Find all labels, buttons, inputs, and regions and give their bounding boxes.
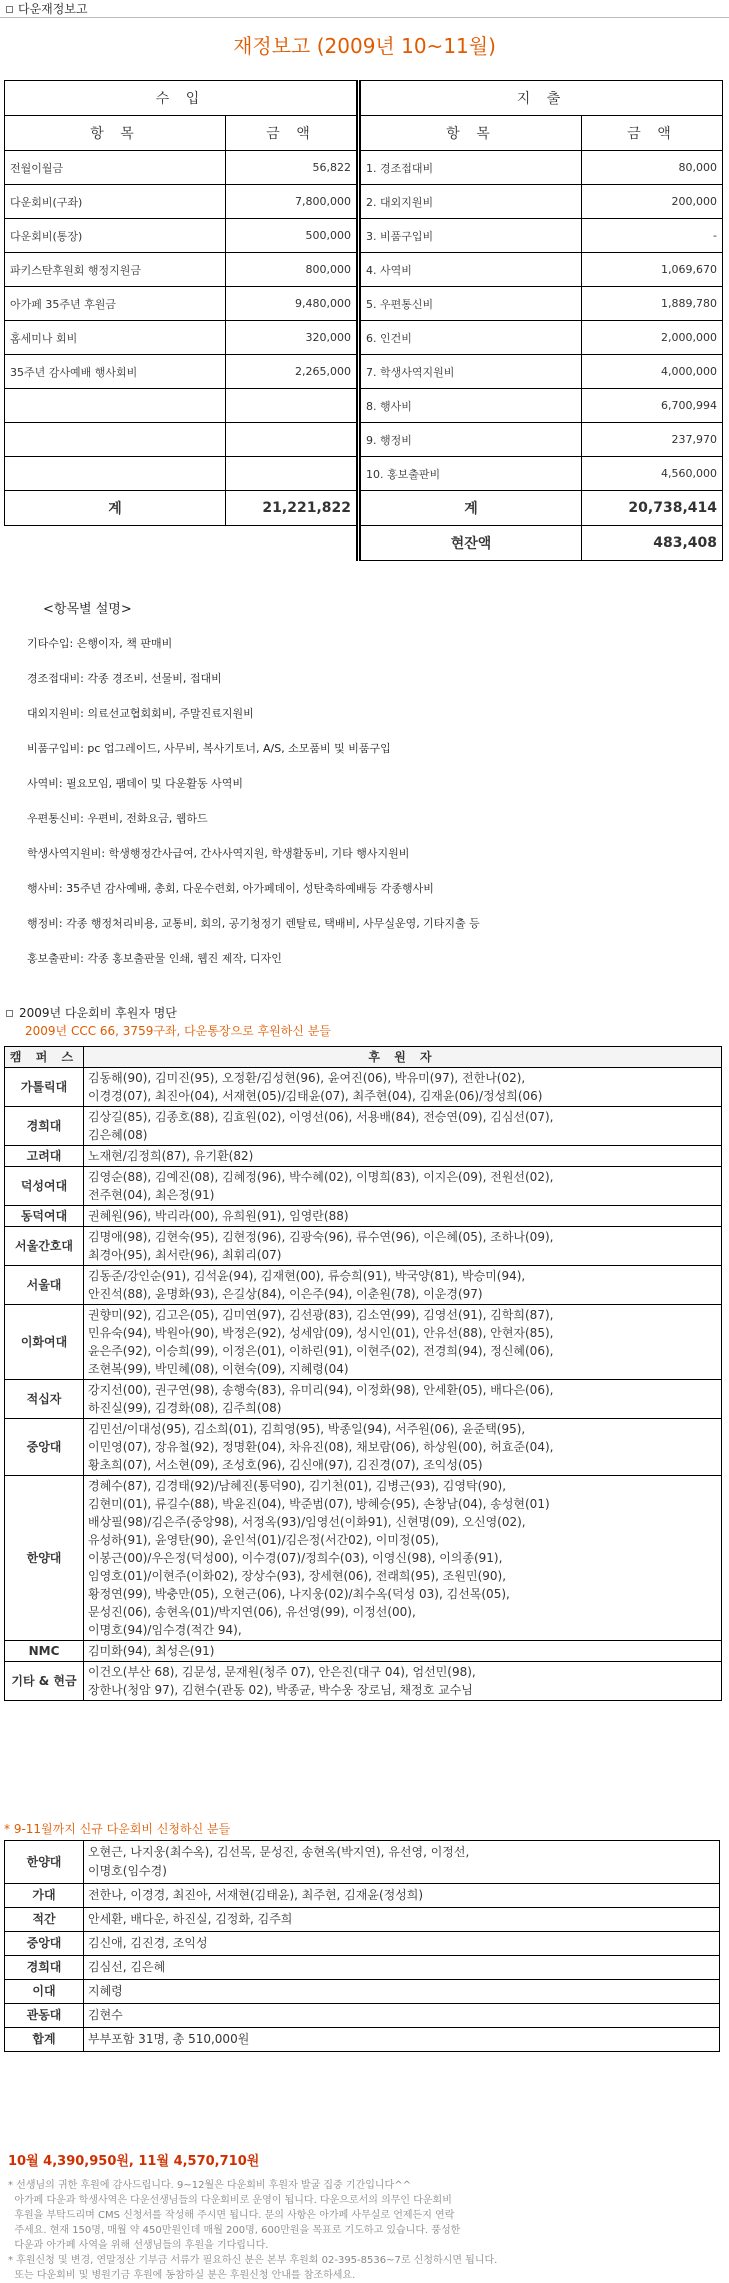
- page-title: 재정보고 (2009년 10~11월): [233, 34, 496, 58]
- expense-total: 20,738,414: [582, 491, 723, 526]
- donor-line: 김민선/이대성(95), 김소희(01), 김희영(95), 박종일(94), 서주원(06), 윤준택(95),: [88, 1422, 526, 1436]
- campus-row: [5, 1908, 720, 1932]
- finance-section-header-row: [5, 81, 723, 116]
- campus-row: [5, 1419, 722, 1476]
- monthly-totals: 10월 4,390,950원, 11월 4,570,710원: [8, 2154, 260, 2169]
- finance-row: [5, 151, 723, 185]
- expense-item: 8. 행사비: [359, 389, 582, 423]
- income-item: 35주년 감사예배 행사회비: [5, 355, 226, 389]
- donor-line: 지혜령: [88, 1984, 123, 1998]
- thanks-line: * 후원신청 및 변경, 연말정산 기부금 서류가 필요하신 분은 본부 후원회 02-395-8536~7로 신청하시면 됩니다.: [8, 2255, 498, 2266]
- donor-names: [84, 1419, 722, 1476]
- donor-line: 김상길(85), 김종호(88), 김효원(02), 이영선(06), 서용배(84), 전승연(09), 김심선(07),: [88, 1110, 554, 1124]
- note-item: 경조접대비: 각종 경조비, 선물비, 접대비: [27, 672, 222, 685]
- income-total: 21,221,822: [226, 491, 359, 526]
- new-donor-title: * 9-11월까지 신규 다운회비 신청하신 분들: [4, 1822, 231, 1836]
- campus-header: 캠 퍼 스: [5, 1047, 84, 1068]
- income-item: [5, 423, 226, 457]
- income-amount: 320,000: [226, 321, 359, 355]
- balance-amount: 483,408: [582, 526, 723, 561]
- donors-header: 후 원 자: [84, 1047, 722, 1068]
- thanks-line: 후원을 부탁드리며 CMS 신청서를 작성해 주시면 됩니다. 문의 사항은 아가페 사무실로 언제든지 연락: [8, 2210, 455, 2221]
- expense-item-header: 항 목: [359, 116, 582, 151]
- expense-amount: -: [582, 219, 723, 253]
- income-item: 파키스탄후원회 행정지원금: [5, 253, 226, 287]
- income-amount: 2,265,000: [226, 355, 359, 389]
- donor-line: 민유숙(94), 박원아(90), 박정은(92), 성세암(09), 성시인(01), 안유선(88), 안현자(85),: [88, 1326, 554, 1340]
- income-total-label: 계: [5, 491, 226, 526]
- note-item: 학생사역지원비: 학생행정간사급여, 간사사역지원, 학생활동비, 기타 행사지원비: [27, 847, 410, 860]
- income-amount: 56,822: [226, 151, 359, 185]
- expense-amount: 4,000,000: [582, 355, 723, 389]
- campus-row: [5, 1068, 722, 1107]
- campus-name: 경희대: [5, 1956, 84, 1980]
- donor-line: 조현복(99), 박민혜(08), 이현숙(09), 지혜령(04): [88, 1362, 349, 1376]
- donor-names: [84, 1107, 722, 1146]
- campus-name: 가대: [5, 1884, 84, 1908]
- campus-row: [5, 1146, 722, 1167]
- donor-names: [84, 1980, 720, 2004]
- balance-label: 현잔액: [359, 526, 582, 561]
- donor-line: 최경아(95), 최서란(96), 최휘리(07): [88, 1248, 282, 1262]
- expense-item: 7. 학생사역지원비: [359, 355, 582, 389]
- donor-names: [84, 1167, 722, 1206]
- thanks-line: 아가페 다운과 학생사역은 다운선생님들의 다운회비로 운영이 됩니다. 다운으로서의 의무인 다운회비: [8, 2195, 452, 2206]
- finance-row: [5, 423, 723, 457]
- donor-line: 김동해(90), 김미진(95), 오정환/김성현(96), 윤여진(06), 박유미(97), 전한나(02),: [88, 1071, 526, 1085]
- income-amount: 500,000: [226, 219, 359, 253]
- campus-name: NMC: [5, 1641, 84, 1662]
- notes-list: [27, 635, 480, 985]
- donor-line: 안세환, 배다운, 하진실, 김정화, 김주희: [88, 1912, 293, 1926]
- income-amount: 7,800,000: [226, 185, 359, 219]
- donor-line: 김현수: [88, 2008, 123, 2022]
- donor-line: 김현미(01), 류길수(88), 박윤진(04), 박준범(07), 방혜승(95), 손창남(04), 송성현(01): [88, 1497, 550, 1511]
- campus-name: 경희대: [5, 1107, 84, 1146]
- campus-row: [5, 1841, 720, 1884]
- note-item: 행정비: 각종 행정처리비용, 교통비, 회의, 공기청정기 렌탈료, 택배비, 사무실운영, 기타지출 등: [27, 917, 480, 930]
- campus-row: [5, 1932, 720, 1956]
- campus-name: 중앙대: [5, 1932, 84, 1956]
- donor-line: 권혜원(96), 박리라(00), 유희원(91), 임영란(88): [88, 1209, 349, 1223]
- donor-names: [84, 1908, 720, 1932]
- campus-name: 동덕여대: [5, 1206, 84, 1227]
- new-donor-table: [4, 1840, 720, 2052]
- note-item: 기타수입: 은행이자, 책 판매비: [27, 637, 173, 650]
- expense-amount: 237,970: [582, 423, 723, 457]
- campus-name: 서울대: [5, 1266, 84, 1305]
- donor-section-title-text: 2009년 다운회비 후원자 명단: [19, 1006, 177, 1020]
- donor-line: 이봉근(00)/우은정(덕성00), 이수경(07)/정희수(03), 이영신(98), 이의종(91),: [88, 1551, 503, 1565]
- donor-line: 권향미(92), 김고은(05), 김미연(97), 김선광(83), 김소연(99), 김영선(91), 김학희(87),: [88, 1308, 554, 1322]
- campus-name: 서울간호대: [5, 1227, 84, 1266]
- finance-row: [5, 253, 723, 287]
- expense-amount-header: 금 액: [582, 116, 723, 151]
- campus-row: [5, 1956, 720, 1980]
- donor-line: 이민영(07), 장유철(92), 정명환(04), 차유진(08), 채보람(06), 하상원(00), 허효준(04),: [88, 1440, 554, 1454]
- thanks-line: 주세요. 현재 150명, 매월 약 450만원인데 매월 200명, 600만원을 목표로 기도하고 있습니다. 풍성한: [8, 2225, 461, 2236]
- campus-row: [5, 2004, 720, 2028]
- donor-line: 장한나(청암 97), 김현수(관동 02), 박종균, 박수웅 장로님, 채정호 교수님: [88, 1683, 473, 1697]
- income-amount: 800,000: [226, 253, 359, 287]
- note-item: 대외지원비: 의료선교협회회비, 주말진료지원비: [27, 707, 254, 720]
- donor-line: 이명호(임수경): [88, 1864, 167, 1878]
- donor-line: 노재현/김정희(87), 유기환(82): [88, 1149, 254, 1163]
- campus-row: [5, 1167, 722, 1206]
- donor-line: 하진실(99), 김경화(08), 김주희(08): [88, 1401, 282, 1415]
- donor-names: [84, 1266, 722, 1305]
- campus-name: 적간: [5, 1908, 84, 1932]
- donor-line: 경혜수(87), 김경태(92)/남혜진(통덕90), 김기천(01), 김병근(93), 김영탁(90),: [88, 1479, 507, 1493]
- income-amount: [226, 389, 359, 423]
- finance-row: [5, 457, 723, 491]
- income-amount: 9,480,000: [226, 287, 359, 321]
- donor-names: [84, 1841, 720, 1884]
- item-notes: [27, 598, 480, 985]
- campus-row: [5, 1107, 722, 1146]
- empty-cell: [226, 526, 359, 561]
- expense-amount: 1,069,670: [582, 253, 723, 287]
- income-item: [5, 457, 226, 491]
- campus-row: [5, 1641, 722, 1662]
- board-name[interactable]: 다운재정보고: [18, 2, 88, 16]
- expense-amount: 200,000: [582, 185, 723, 219]
- income-header: 수 입: [5, 81, 359, 116]
- donor-names: [84, 2004, 720, 2028]
- income-item: 홈세미나 회비: [5, 321, 226, 355]
- expense-amount: 6,700,994: [582, 389, 723, 423]
- campus-name: 이화여대: [5, 1305, 84, 1380]
- expense-item: 4. 사역비: [359, 253, 582, 287]
- donor-line: 이경경(07), 최진아(04), 서재현(05)/김태윤(07), 최주현(04), 김재윤(06)/정성희(06): [88, 1089, 543, 1103]
- donor-line: 전한나, 이경경, 최진아, 서재현(김태윤), 최주현, 김재윤(정성희): [88, 1888, 424, 1902]
- expense-item: 10. 홍보출판비: [359, 457, 582, 491]
- campus-name: 고려대: [5, 1146, 84, 1167]
- expense-amount: 4,560,000: [582, 457, 723, 491]
- campus-row: [5, 1380, 722, 1419]
- square-bullet-icon: [6, 6, 13, 13]
- donor-line: 김동준/강인순(91), 김석윤(94), 김재현(00), 류승희(91), 박국양(81), 박승미(94),: [88, 1269, 526, 1283]
- donor-names: [84, 1380, 722, 1419]
- income-item: 전월이월금: [5, 151, 226, 185]
- note-item: 행사비: 35주년 감사예배, 총회, 다운수련회, 아가페데이, 성탄축하예배등 각종행사비: [27, 882, 434, 895]
- notes-title: <항목별 설명>: [43, 602, 132, 617]
- donor-line: 김명애(98), 김현숙(95), 김현정(96), 김광숙(96), 류수연(96), 이은혜(05), 조하나(09),: [88, 1230, 554, 1244]
- thanks-line: 다운과 아가페 사역을 위해 선생님들의 후원을 기다립니다.: [8, 2240, 269, 2251]
- income-item: [5, 389, 226, 423]
- donor-names: [84, 1662, 722, 1701]
- expense-item: 5. 우편통신비: [359, 287, 582, 321]
- note-item: 홍보출판비: 각종 홍보출판물 인쇄, 웹진 제작, 디자인: [27, 952, 282, 965]
- donor-line: 임영호(01)/이현주(이화02), 장상수(93), 장세현(06), 전래희(95), 조원민(90),: [88, 1569, 507, 1583]
- donor-line: 유성하(91), 윤영탄(90), 윤인석(01)/김은정(서간02), 이미정(05),: [88, 1533, 439, 1547]
- expense-item: 2. 대외지원비: [359, 185, 582, 219]
- donor-line: 황초희(07), 서소현(09), 조성호(96), 김신애(97), 김진경(07), 조익성(05): [88, 1458, 483, 1472]
- donor-line: 김은혜(08): [88, 1128, 148, 1142]
- donor-names: [84, 1305, 722, 1380]
- expense-amount: 1,889,780: [582, 287, 723, 321]
- divider: [0, 17, 729, 18]
- campus-row: [5, 1980, 720, 2004]
- square-bullet-icon: [6, 1010, 13, 1017]
- campus-row: [5, 1266, 722, 1305]
- donor-header-row: [5, 1047, 722, 1068]
- donor-names: [84, 2028, 720, 2052]
- expense-header: 지 출: [359, 81, 723, 116]
- finance-column-header-row: [5, 116, 723, 151]
- campus-row: [5, 2028, 720, 2052]
- note-item: 비품구입비: pc 업그레이드, 사무비, 복사기토너, A/S, 소모품비 및 비품구입: [27, 742, 391, 755]
- expense-amount: 80,000: [582, 151, 723, 185]
- donor-table: [4, 1046, 722, 1701]
- donor-line: 배상필(98)/김은주(중앙98), 서정옥(93)/임영선(이화91), 신현명(09), 오신영(02),: [88, 1515, 526, 1529]
- donor-section-title: [4, 1004, 177, 1021]
- donor-names: [84, 1227, 722, 1266]
- donor-line: 윤은주(92), 이승희(99), 이정은(01), 이하린(91), 이현주(02), 전경희(94), 정신혜(06),: [88, 1344, 554, 1358]
- donor-names: [84, 1206, 722, 1227]
- finance-total-row: [5, 491, 723, 526]
- campus-name: 적십자: [5, 1380, 84, 1419]
- board-title: [0, 0, 729, 18]
- donor-line: 김심선, 김은혜: [88, 1960, 166, 1974]
- income-item: 아가페 35주년 후원금: [5, 287, 226, 321]
- campus-name: 덕성여대: [5, 1167, 84, 1206]
- donor-names: [84, 1932, 720, 1956]
- balance-row: [5, 526, 723, 561]
- expense-item: 6. 인건비: [359, 321, 582, 355]
- donor-line: 이건오(부산 68), 김문성, 문재원(청주 07), 안은진(대구 04), 엄선민(98),: [88, 1665, 476, 1679]
- donor-line: 안진석(88), 윤명화(93), 은길상(84), 이은주(94), 이춘원(78), 이운경(97): [88, 1287, 483, 1301]
- finance-row: [5, 287, 723, 321]
- donor-line: 김미화(94), 최성은(91): [88, 1644, 215, 1658]
- donor-names: [84, 1146, 722, 1167]
- campus-row: [5, 1305, 722, 1380]
- finance-table: [4, 80, 723, 561]
- donor-names: [84, 1476, 722, 1641]
- donor-names: [84, 1884, 720, 1908]
- expense-item: 9. 행정비: [359, 423, 582, 457]
- income-item-header: 항 목: [5, 116, 226, 151]
- campus-row: [5, 1884, 720, 1908]
- expense-item: 1. 경조접대비: [359, 151, 582, 185]
- donor-line: 오현근, 나지웅(최수옥), 김선목, 문성진, 송현옥(박지연), 유선영, 이정선,: [88, 1845, 470, 1859]
- donor-line: 전주현(04), 최은정(91): [88, 1188, 215, 1202]
- thanks-line: * 선생님의 귀한 후원에 감사드립니다. 9~12월은 다운회비 후원자 발굴 집중 기간입니다^^: [8, 2180, 411, 2191]
- income-amount: [226, 423, 359, 457]
- note-item: 사역비: 필요모임, 팸데이 및 다운활동 사역비: [27, 777, 243, 790]
- donor-names: [84, 1956, 720, 1980]
- income-amount: [226, 457, 359, 491]
- campus-name: 기타 & 현금: [5, 1662, 84, 1701]
- campus-name: 가톨릭대: [5, 1068, 84, 1107]
- campus-name: 한양대: [5, 1841, 84, 1884]
- campus-row: [5, 1476, 722, 1641]
- donor-line: 문성진(06), 송현옥(01)/박지연(06), 유선영(99), 이정선(00),: [88, 1605, 416, 1619]
- finance-row: [5, 355, 723, 389]
- income-item: 다운회비(통장): [5, 219, 226, 253]
- donor-line: 김신애, 김진경, 조익성: [88, 1936, 208, 1950]
- donor-line: 황정연(99), 박충만(05), 오현근(06), 나지웅(02)/최수옥(덕성 03), 김선목(05),: [88, 1587, 510, 1601]
- campus-row: [5, 1227, 722, 1266]
- campus-name: 합계: [5, 2028, 84, 2052]
- finance-row: [5, 219, 723, 253]
- thanks-line: 또는 다운회비 및 병원기금 후원에 동참하실 분은 후원신청 안내를 참조하세요.: [8, 2270, 356, 2281]
- empty-cell: [5, 526, 226, 561]
- donor-line: 강지선(00), 권구연(98), 송행숙(83), 유미리(94), 이정화(98), 안세환(05), 배다은(06),: [88, 1383, 554, 1397]
- donor-line: 이명호(94)/임수경(적간 94),: [88, 1623, 242, 1637]
- donor-line: 김영순(88), 김예진(08), 김혜정(96), 박수혜(02), 이명희(83), 이지은(09), 전원선(02),: [88, 1170, 554, 1184]
- expense-item: 3. 비품구입비: [359, 219, 582, 253]
- finance-row: [5, 185, 723, 219]
- note-item: 우편통신비: 우편비, 전화요금, 웹하드: [27, 812, 208, 825]
- finance-row: [5, 389, 723, 423]
- donor-line: 부부포함 31명, 총 510,000원: [88, 2032, 250, 2046]
- campus-name: 중앙대: [5, 1419, 84, 1476]
- campus-name: 한양대: [5, 1476, 84, 1641]
- finance-row: [5, 321, 723, 355]
- campus-row: [5, 1206, 722, 1227]
- campus-name: 이대: [5, 1980, 84, 2004]
- income-amount-header: 금 액: [226, 116, 359, 151]
- donor-names: [84, 1068, 722, 1107]
- expense-total-label: 계: [359, 491, 582, 526]
- donor-names: [84, 1641, 722, 1662]
- campus-row: [5, 1662, 722, 1701]
- expense-amount: 2,000,000: [582, 321, 723, 355]
- donor-subtitle: 2009년 CCC 66, 3759구좌, 다운통장으로 후원하신 분들: [25, 1024, 331, 1038]
- campus-name: 관동대: [5, 2004, 84, 2028]
- income-item: 다운회비(구좌): [5, 185, 226, 219]
